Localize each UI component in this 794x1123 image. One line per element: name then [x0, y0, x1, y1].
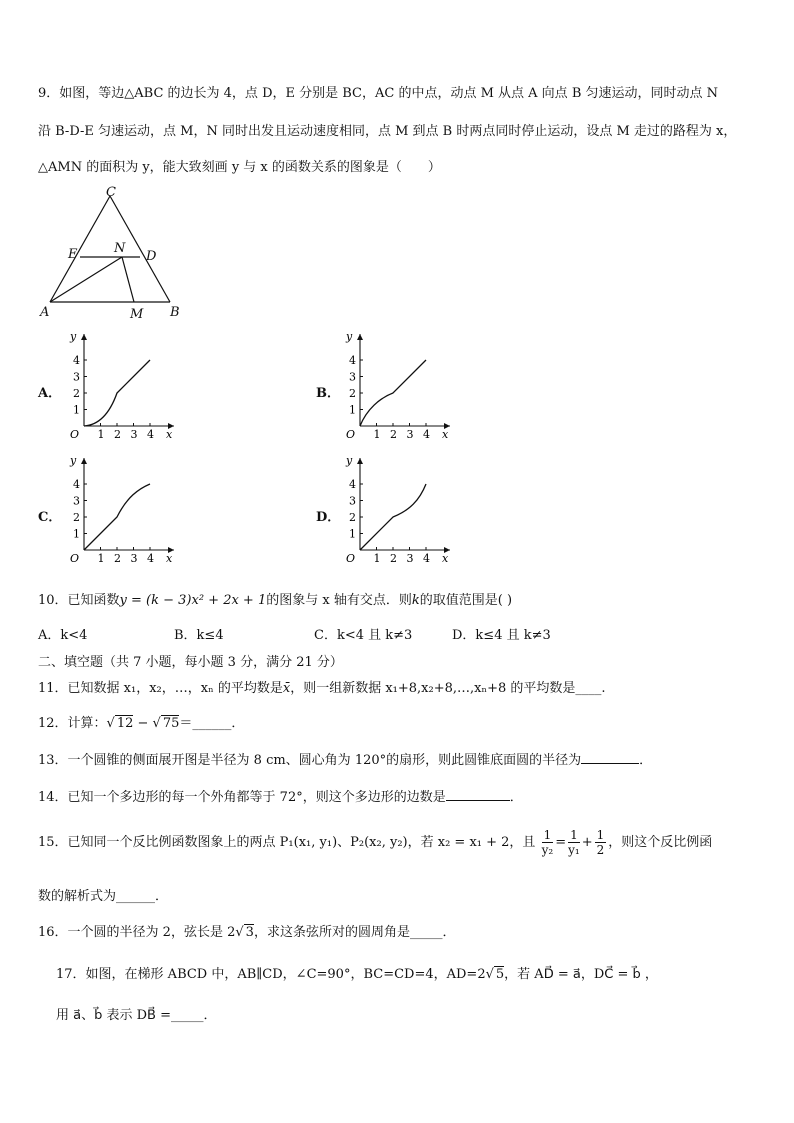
option-d-graph: [338, 452, 456, 570]
function-curve: [84, 360, 150, 426]
q13-blank[interactable]: [581, 751, 639, 764]
q12: 12．计算：√ 12 − √ 75＝______．: [38, 716, 245, 731]
function-curve: [84, 484, 150, 550]
q10-stem: 10．已知函数y = (k − 3)x² + 2x + 1的图象与 x 轴有交点．则k的取值范围是( ): [38, 593, 513, 608]
x-tick-label: 2: [390, 552, 397, 565]
y-tick-label: 1: [349, 527, 356, 541]
q9-line3: △AMN 的面积为 y，能大致刻画 y 与 x 的函数关系的图象是（ ）: [38, 160, 441, 175]
label-n: N: [114, 241, 126, 256]
y-axis-label: y: [346, 330, 353, 343]
y-tick-label: 3: [73, 494, 80, 508]
option-a-label: A．: [38, 386, 62, 401]
y-tick-label: 2: [73, 387, 80, 400]
q10-option-c: C．k<4 且 k≠3: [314, 628, 413, 643]
y-tick-label: 4: [73, 354, 80, 367]
option-a-graph: [62, 328, 180, 446]
y-axis-label: y: [70, 330, 77, 343]
label-m: M: [130, 307, 144, 322]
y-tick-label: 3: [349, 494, 356, 508]
label-b: B: [170, 305, 180, 320]
option-b-label: B．: [316, 386, 340, 401]
x-tick-label: 1: [97, 428, 105, 441]
origin-label: O: [70, 428, 80, 441]
label-d: D: [146, 249, 157, 264]
x-tick-label: 1: [373, 428, 381, 441]
q17-line2: 用 a⃗、b⃗ 表示 DB⃗ =_____．: [56, 1008, 217, 1023]
q14-blank[interactable]: [446, 788, 510, 801]
x-tick-label: 2: [114, 428, 121, 441]
y-tick-label: 4: [73, 478, 80, 491]
option-c-graph: [62, 452, 180, 570]
x-tick-label: 1: [97, 552, 105, 565]
q9-line2: 沿 B-D-E 匀速运动，点 M，N 同时出发且运动速度相同，点 M 到点 B 时两点同时停止运动，设点 M 走过的路程为 x，: [38, 124, 737, 139]
x-axis-label: x: [166, 428, 173, 441]
x-axis-label: x: [166, 552, 173, 565]
label-e: E: [68, 247, 78, 262]
x-tick-label: 2: [390, 428, 397, 441]
y-axis-arrow: [357, 458, 363, 464]
x-tick-label: 3: [130, 552, 138, 565]
y-tick-label: 3: [73, 370, 80, 384]
y-axis-arrow: [81, 458, 87, 464]
origin-label: O: [70, 552, 80, 565]
y-axis-arrow: [357, 334, 363, 340]
q15: 15．已知同一个反比例函数图象上的两点 P₁(x₁, y₁)、P₂(x₂, y₂)，若 x₂ = x₁ + 2，且 $\frac{1}{\text{y₂}}$ = $\frac{1}{\text{y₁}}$ + $\frac{1}{2}$ ，则这个反比例函: [38, 828, 713, 857]
triangle-figure: [36, 184, 186, 324]
option-b-graph: [338, 328, 456, 446]
q16: 16．一个圆的半径为 2，弦长是 2√ 3，求这条弦所对的圆周角是_____．: [38, 925, 456, 940]
y-axis-label: y: [70, 454, 77, 467]
y-tick-label: 4: [349, 478, 356, 491]
function-curve: [360, 484, 426, 550]
y-axis-arrow: [81, 334, 87, 340]
x-tick-label: 2: [114, 552, 121, 565]
q13: 13．一个圆锥的侧面展开图是半径为 8 cm、圆心角为 120°的扇形，则此圆锥底面圆的半径为 ．: [38, 753, 653, 768]
y-tick-label: 2: [73, 511, 80, 524]
x-tick-label: 4: [147, 428, 154, 441]
fraction: $\frac{1}{\text{y₁}}$: [568, 828, 580, 857]
x-axis-label: x: [442, 428, 449, 441]
x-tick-label: 3: [406, 552, 414, 565]
label-a: A: [40, 305, 50, 320]
y-tick-label: 1: [349, 403, 356, 417]
x-axis-label: x: [442, 552, 449, 565]
q10-option-b: B．k≤4: [174, 628, 224, 643]
y-tick-label: 2: [349, 511, 356, 524]
y-axis-label: y: [346, 454, 353, 467]
origin-label: O: [346, 428, 356, 441]
section-heading: 二、填空题（共 7 小题，每小题 3 分，满分 21 分）: [38, 655, 343, 670]
origin-label: O: [346, 552, 356, 565]
y-tick-label: 4: [349, 354, 356, 367]
fraction: $\frac{1}{\text{y₂}}$: [541, 828, 554, 857]
q15-line2: 数的解析式为______．: [38, 889, 169, 904]
y-tick-label: 2: [349, 387, 356, 400]
q17-line1: 17．如图，在梯形 ABCD 中，AB∥CD，∠C=90°，BC=CD=4，AD=2√ 5，若 AD⃗ = a⃗，DC⃗ = b⃗ ，: [56, 967, 658, 982]
function-curve: [360, 360, 426, 426]
x-tick-label: 4: [147, 552, 154, 565]
q11: 11．已知数据 x₁，x₂，…，xₙ 的平均数是x̄，则一组新数据 x₁+8,x₂+8,…,xₙ+8 的平均数是____.: [38, 681, 606, 696]
q9-line1: 9．如图，等边△ABC 的边长为 4，点 D，E 分别是 BC，AC 的中点，动点 M 从点 A 向点 B 匀速运动，同时动点 N: [38, 86, 719, 101]
y-tick-label: 3: [349, 370, 356, 384]
x-tick-label: 1: [373, 552, 381, 565]
q10-option-a: A．k<4: [38, 628, 88, 643]
y-tick-label: 1: [73, 527, 80, 541]
y-tick-label: 1: [73, 403, 80, 417]
fraction: $\frac{1}{2}$: [596, 828, 605, 857]
x-tick-label: 3: [406, 428, 414, 441]
q10-option-d: D．k≤4 且 k≠3: [452, 628, 551, 643]
option-d-label: D．: [316, 510, 341, 525]
label-c: C: [106, 185, 116, 200]
x-tick-label: 3: [130, 428, 138, 441]
x-tick-label: 4: [423, 428, 430, 441]
q14: 14．已知一个多边形的每一个外角都等于 72°，则这个多边形的边数是 ．: [38, 790, 523, 805]
x-tick-label: 4: [423, 552, 430, 565]
option-c-label: C．: [38, 510, 62, 525]
